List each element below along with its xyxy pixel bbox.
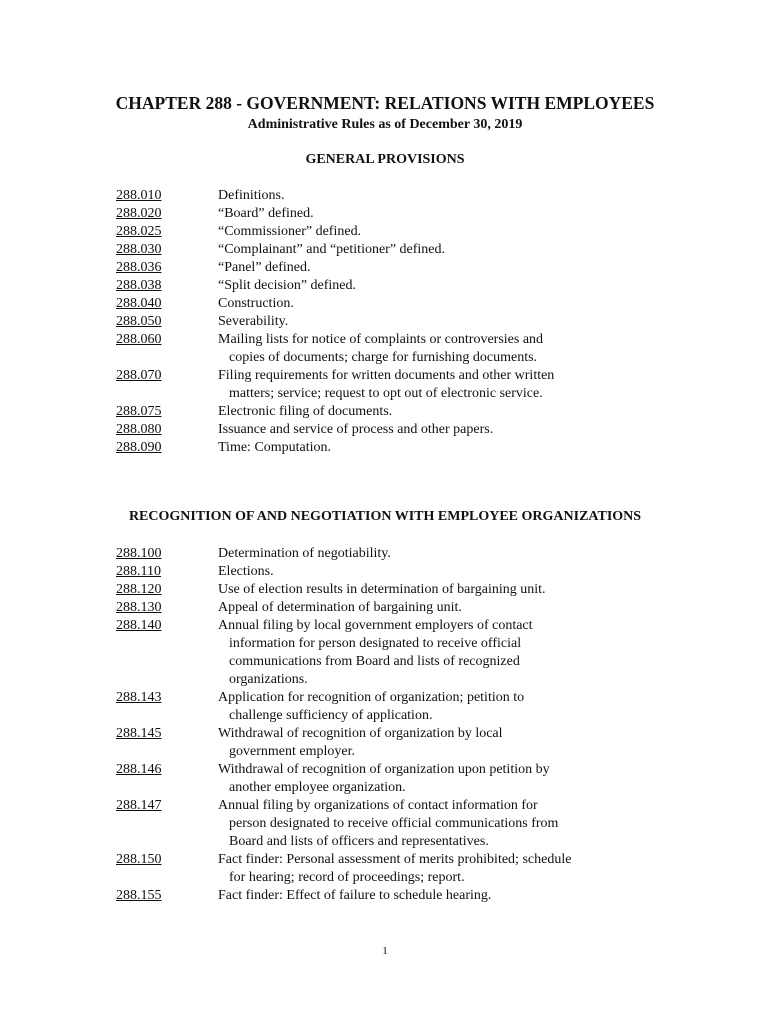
list-item	[0, 205, 770, 223]
description-line: Fact finder: Effect of failure to schedule hearing.	[218, 888, 492, 903]
section-description	[218, 403, 638, 421]
section-description	[218, 421, 638, 439]
section-number-link[interactable]: 288.145	[116, 726, 162, 741]
description-line: Withdrawal of recognition of organization upon petition by	[218, 762, 550, 777]
description-line: information for person designated to receive official	[229, 636, 522, 651]
list-item	[0, 295, 770, 313]
list-item	[0, 277, 770, 295]
description-line: government employer.	[229, 744, 355, 759]
section-description	[218, 887, 638, 905]
section-description	[218, 797, 638, 851]
page-number: 1	[382, 945, 388, 957]
section-description	[218, 223, 638, 241]
description-line: Annual filing by local government employers of contact	[218, 618, 533, 633]
section-list-general-provisions	[0, 187, 770, 457]
section-number-link[interactable]: 288.140	[116, 618, 162, 633]
section-number-link[interactable]: 288.090	[116, 440, 162, 455]
section-number-link[interactable]: 288.025	[116, 224, 162, 239]
section-description	[218, 313, 638, 331]
list-item	[0, 421, 770, 439]
list-item	[0, 725, 770, 761]
section-number-link[interactable]: 288.010	[116, 188, 162, 203]
description-line: another employee organization.	[229, 780, 406, 795]
list-item	[0, 689, 770, 725]
section-description	[218, 439, 638, 457]
section-number-link[interactable]: 288.120	[116, 582, 162, 597]
description-line: Issuance and service of process and other papers.	[218, 422, 494, 437]
description-line: person designated to receive official communications from	[229, 816, 559, 831]
list-item	[0, 313, 770, 331]
section-description	[218, 259, 638, 277]
section-description	[218, 205, 638, 223]
section-description	[218, 367, 638, 403]
description-line: Board and lists of officers and representatives.	[229, 834, 489, 849]
description-line: Construction.	[218, 296, 294, 311]
section-number-link[interactable]: 288.100	[116, 546, 162, 561]
section-number-link[interactable]: 288.110	[116, 564, 161, 579]
section-description	[218, 725, 638, 761]
list-item	[0, 187, 770, 205]
description-line: Mailing lists for notice of complaints or controversies and	[218, 332, 544, 347]
list-item	[0, 331, 770, 367]
section-number-link[interactable]: 288.030	[116, 242, 162, 257]
list-item	[0, 545, 770, 563]
section-heading-general-provisions: GENERAL PROVISIONS	[305, 152, 465, 167]
section-heading-recognition: RECOGNITION OF AND NEGOTIATION WITH EMPLOYEE ORGANIZATIONS	[128, 509, 642, 524]
description-line: Determination of negotiability.	[218, 546, 391, 561]
description-line: “Split decision” defined.	[218, 278, 357, 293]
section-number-link[interactable]: 288.147	[116, 798, 162, 813]
section-number-link[interactable]: 288.146	[116, 762, 162, 777]
section-number-link[interactable]: 288.150	[116, 852, 162, 867]
section-description	[218, 563, 638, 581]
chapter-subtitle: Administrative Rules as of December 30, 2019	[247, 117, 523, 132]
section-number-link[interactable]: 288.155	[116, 888, 162, 903]
description-line: Use of election results in determination of bargaining unit.	[218, 582, 546, 597]
list-item	[0, 563, 770, 581]
list-item	[0, 241, 770, 259]
description-line: matters; service; request to opt out of electronic service.	[229, 386, 543, 401]
list-item	[0, 581, 770, 599]
description-line: Severability.	[218, 314, 289, 329]
list-item	[0, 367, 770, 403]
description-line: Application for recognition of organization; petition to	[218, 690, 525, 705]
description-line: “Panel” defined.	[218, 260, 311, 275]
description-line: organizations.	[229, 672, 308, 687]
description-line: Elections.	[218, 564, 274, 579]
list-item	[0, 797, 770, 851]
description-line: Withdrawal of recognition of organization by local	[218, 726, 503, 741]
section-description	[218, 187, 638, 205]
section-number-link[interactable]: 288.070	[116, 368, 162, 383]
description-line: Appeal of determination of bargaining unit.	[218, 600, 462, 615]
section-number-link[interactable]: 288.038	[116, 278, 162, 293]
description-line: Definitions.	[218, 188, 285, 203]
chapter-title: CHAPTER 288 - GOVERNMENT: RELATIONS WITH EMPLOYEES	[115, 93, 655, 113]
description-line: “Board” defined.	[218, 206, 314, 221]
description-line: Fact finder: Personal assessment of merits prohibited; schedule	[218, 852, 572, 867]
list-item	[0, 851, 770, 887]
description-line: communications from Board and lists of recognized	[229, 654, 520, 669]
section-description	[218, 545, 638, 563]
description-line: “Complainant” and “petitioner” defined.	[218, 242, 446, 257]
description-line: Annual filing by organizations of contact information for	[218, 798, 538, 813]
section-number-link[interactable]: 288.020	[116, 206, 162, 221]
description-line: Filing requirements for written documents and other written	[218, 368, 555, 383]
list-item	[0, 439, 770, 457]
description-line: Electronic filing of documents.	[218, 404, 393, 419]
section-description	[218, 599, 638, 617]
section-description	[218, 581, 638, 599]
section-number-link[interactable]: 288.036	[116, 260, 162, 275]
section-description	[218, 617, 638, 689]
section-number-link[interactable]: 288.050	[116, 314, 162, 329]
section-number-link[interactable]: 288.060	[116, 332, 162, 347]
section-description	[218, 241, 638, 259]
description-line: for hearing; record of proceedings; report.	[229, 870, 465, 885]
list-item	[0, 259, 770, 277]
section-number-link[interactable]: 288.040	[116, 296, 162, 311]
section-number-link[interactable]: 288.143	[116, 690, 162, 705]
list-item	[0, 761, 770, 797]
description-line: Time: Computation.	[218, 440, 332, 455]
section-number-link[interactable]: 288.080	[116, 422, 162, 437]
list-item	[0, 223, 770, 241]
description-line: copies of documents; charge for furnishing documents.	[229, 350, 538, 365]
description-line: “Commissioner” defined.	[218, 224, 362, 239]
section-description	[218, 295, 638, 313]
section-description	[218, 277, 638, 295]
section-list-recognition	[0, 545, 770, 905]
list-item	[0, 617, 770, 689]
list-item	[0, 599, 770, 617]
description-line: challenge sufficiency of application.	[229, 708, 433, 723]
section-number-link[interactable]: 288.130	[116, 600, 162, 615]
list-item	[0, 403, 770, 421]
section-number-link[interactable]: 288.075	[116, 404, 162, 419]
section-description	[218, 761, 638, 797]
section-description	[218, 689, 638, 725]
section-description	[218, 851, 638, 887]
list-item	[0, 887, 770, 905]
section-description	[218, 331, 638, 367]
